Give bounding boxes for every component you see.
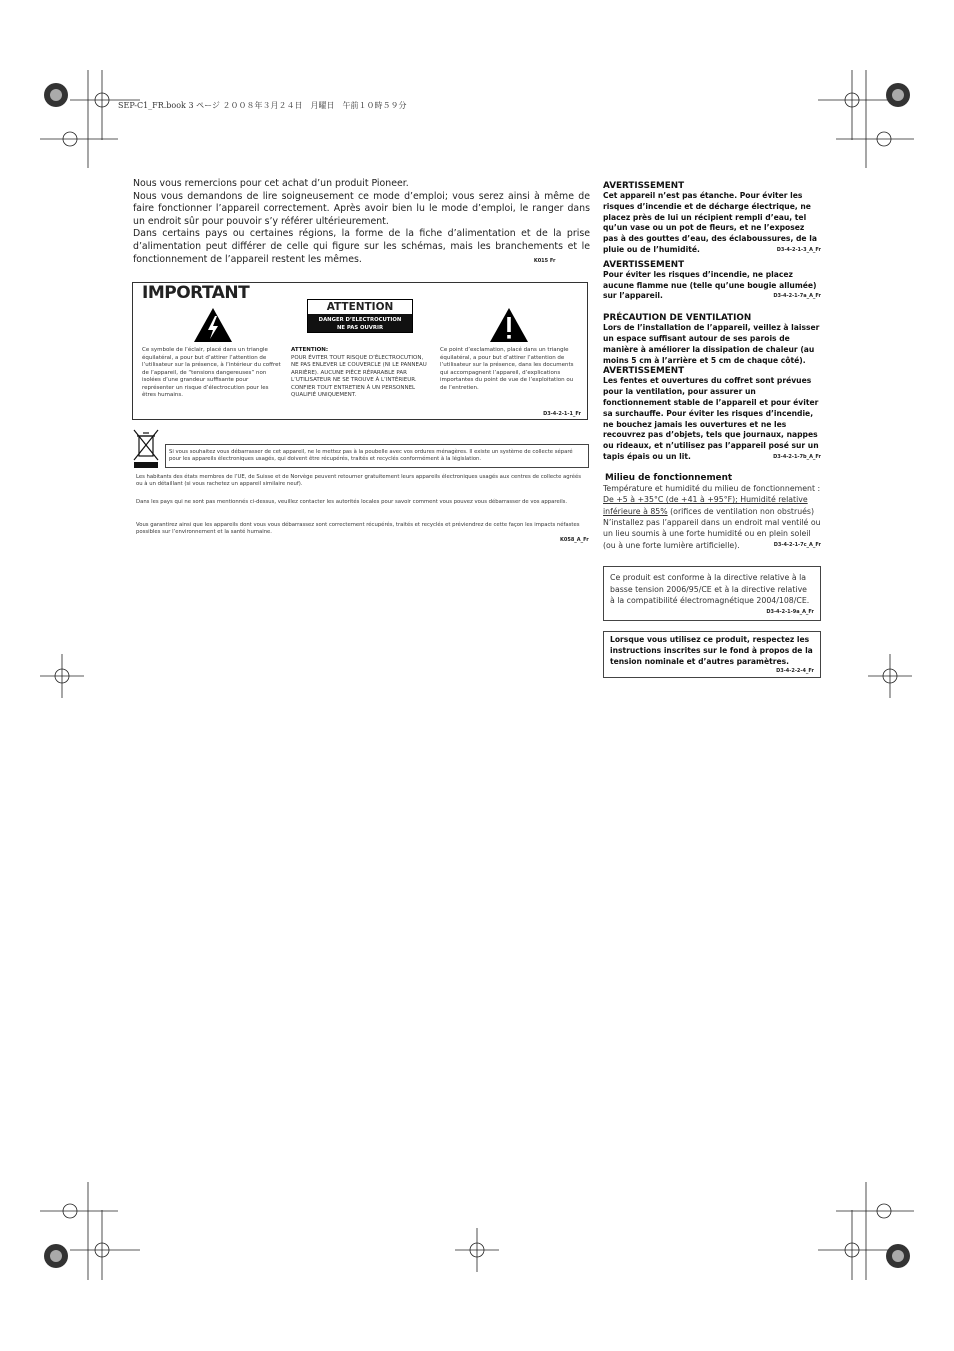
doc-code: D3-4-2-2-4_Fr bbox=[776, 667, 814, 674]
important-box bbox=[132, 282, 588, 420]
doc-code: K015 Fr bbox=[533, 257, 556, 264]
right-column bbox=[603, 181, 821, 678]
attention-panel bbox=[307, 299, 413, 333]
warning-heading: AVERTISSEMENT bbox=[603, 366, 685, 377]
voltage-box bbox=[603, 631, 821, 677]
print-header-line: SEP-C1_FR.book 3 ページ ２００８年３月２４日 月曜日 午前１０時５９分 bbox=[118, 101, 407, 110]
attention-text bbox=[291, 347, 431, 400]
doc-code: K058_A_Fr bbox=[560, 537, 589, 543]
warning-heading: AVERTISSEMENT bbox=[603, 259, 685, 270]
warning-heading: AVERTISSEMENT bbox=[603, 181, 685, 191]
doc-code: D3-4-2-1-9a_A_Fr bbox=[766, 609, 814, 616]
environment-heading: Milieu de fonctionnement bbox=[605, 472, 733, 483]
conformity-box bbox=[603, 566, 821, 621]
ventilation-text: Lors de l’installation de l’appareil, veillez à laisser un espace suffisant autour de ses parois de manière à améliorer la dissipation de chaleur (au moins 5 cm à l’arrière et 5 cm de chaque côté). bbox=[603, 323, 820, 365]
weee-other-text: Dans les pays qui ne sont pas mentionnés ci-dessus, veuillez contacter les autorités locales pour savoir comment vous pouvez vous débarrasser de vos appareils. bbox=[136, 499, 568, 505]
intro-read-manual: Nous vous demandons de lire soigneusement ce mode d’emploi; vous serez ainsi à même de faire fonctionner l’appareil correctement. Après avoir bien lu le mode d’emploi, le ranger dans un endroit sûr pour pouvoir s’y référer ultérieurement. bbox=[133, 190, 590, 227]
intro-thanks: Nous vous remercions pour cet achat d’un produit Pioneer. bbox=[133, 178, 409, 189]
environment-line-1: Température et humidité du milieu de fonctionnement : bbox=[603, 483, 821, 493]
environment-line-2: De +5 à +35°C (de +41 à +95°F); Humidité relative bbox=[603, 495, 808, 505]
doc-code: D3-4-2-1-3_A_Fr bbox=[776, 246, 821, 253]
crossed-bin-icon bbox=[132, 428, 160, 470]
attention-title: ATTENTION bbox=[308, 300, 412, 314]
voltage-text: Lorsque vous utilisez ce produit, respectez les instructions inscrites sur le fond à propos de la tension nominale et d’autres paramètres. bbox=[610, 635, 813, 666]
warning-vents-text: Les fentes et ouvertures du coffret sont prévues pour la ventilation, pour assurer un fonctionnement stable de l’appareil et pour éviter sa surchauffe. Pour éviter les risques d’incendie, ne bouchez jamais les ouvertures et ne les recouvrez pas d’objets, tels que journaux, nappes ou rideaux, et n’utilisez pas l’appareil posé sur un tapis épais ou un lit. bbox=[603, 376, 819, 461]
attention-text-body: POUR ÉVITER TOUT RISQUE D’ÉLECTROCUTION, NE PAS ENLEVER LE COUVERCLE (NI LE PANNEAU ARRIÈRE). AUCUNE PIÈCE RÉPARABLE PAR L’UTILISATEUR NE SE TROUVE À L’INTÉRIEUR. CONFIER TOUT ENTRETIEN À UN PERSONNEL QUALIFIÉ UNIQUEMENT. bbox=[291, 354, 427, 398]
ventilation-heading: PRÉCAUTION DE VENTILATION bbox=[603, 313, 752, 324]
intro-section bbox=[133, 178, 590, 267]
exclamation-symbol-text: Ce point d’exclamation, placé dans un triangle équilatéral, a pour but d’attirer l’attention de l’utilisateur sur la présence, dans les documents qui accompagnent l’appareil, d’explications importantes du point de vue de l’exploitation ou de l’entretien. bbox=[440, 347, 574, 391]
important-title: IMPORTANT bbox=[142, 283, 250, 303]
attention-line-1: DANGER D’ELECTROCUTION bbox=[318, 317, 402, 323]
attention-line-2: NE PAS OUVRIR bbox=[336, 325, 384, 331]
environment-line-4: N’installez pas l’appareil dans un endroit mal ventilé ou un lieu soumis à une forte humidité ou en plein soleil (ou à une forte lumière artificielle). bbox=[603, 517, 821, 550]
doc-code: D3-4-2-1-7a_A_Fr bbox=[773, 293, 821, 300]
attention-danger-label bbox=[308, 314, 412, 332]
doc-code: D3-4-2-1-7b_A_Fr bbox=[773, 453, 821, 460]
environment-line-3: inférieure à 85% (orifices de ventilation non obstrués) bbox=[603, 506, 815, 516]
lightning-symbol-text: Ce symbole de l’éclair, placé dans un triangle équilatéral, a pour but d’attirer l’attention de l’utilisateur sur la présence, à l’intérieur du coffret de l’appareil, de “tensions dangereuses” non isolées d’une grandeur suffisante pour représenter un risque d’électrocution pour les êtres humains. bbox=[142, 347, 281, 398]
attention-text-head: ATTENTION: bbox=[291, 347, 329, 353]
exclamation-warning-icon bbox=[489, 307, 529, 343]
warning-flame-text: Pour éviter les risques d’incendie, ne placez aucune flamme nue (telle qu’une bougie allumée) sur l’appareil. bbox=[603, 269, 817, 301]
weee-eu-text: Les habitants des états membres de l’UE, de Suisse et de Norvège peuvent retourner gratuitement leurs appareils électroniques usagés aux centres de collecte agréés ou à un détaillant (si vous rachetez un appareil similaire neuf). bbox=[136, 474, 582, 487]
doc-code: D3-4-2-1-7c_A_Fr bbox=[773, 542, 821, 549]
doc-code: D3-4-2-1-1_Fr bbox=[543, 411, 581, 417]
intro-plug-note: Dans certains pays ou certaines régions, la forme de la fiche d’alimentation et de la prise d’alimentation peut différer de celle qui figure sur les schémas, mais les branchements et le fonctionnement de l’appareil restent les mêmes. K015 Fr bbox=[133, 228, 590, 265]
environment-text bbox=[603, 483, 821, 551]
conformity-text: Ce produit est conforme à la directive relative à la basse tension 2006/95/CE et à la directive relative à la compatibilité électromagnétique 2004/108/CE. bbox=[610, 573, 810, 605]
weee-disposal-box: Si vous souhaitez vous débarrasser de cet appareil, ne le mettez pas à la poubelle avec vos ordures ménagères. Il existe un système de collecte séparé pour les appareils électroniques usagés, qui doivent être récupérés, traités et recyclés conformément à la législation. bbox=[165, 444, 589, 468]
weee-guarantee-text: Vous garantirez ainsi que les appareils dont vous vous débarrassez sont correctement récupérés, traités et recyclés et préviendrez de cette façon les impacts néfastes possibles sur l’environnement et la santé humaine. bbox=[136, 522, 580, 535]
warning-water-text: Cet appareil n’est pas étanche. Pour éviter les risques d’incendie et de décharge électrique, ne placez près de lui un récipient rempli d’eau, tel qu’un vase ou un pot de fleurs, et ne l’exposez pas à des gouttes d’eau, des éclaboussures, de la pluie ou de l’humidité. bbox=[603, 191, 817, 254]
lightning-warning-icon bbox=[193, 307, 233, 343]
